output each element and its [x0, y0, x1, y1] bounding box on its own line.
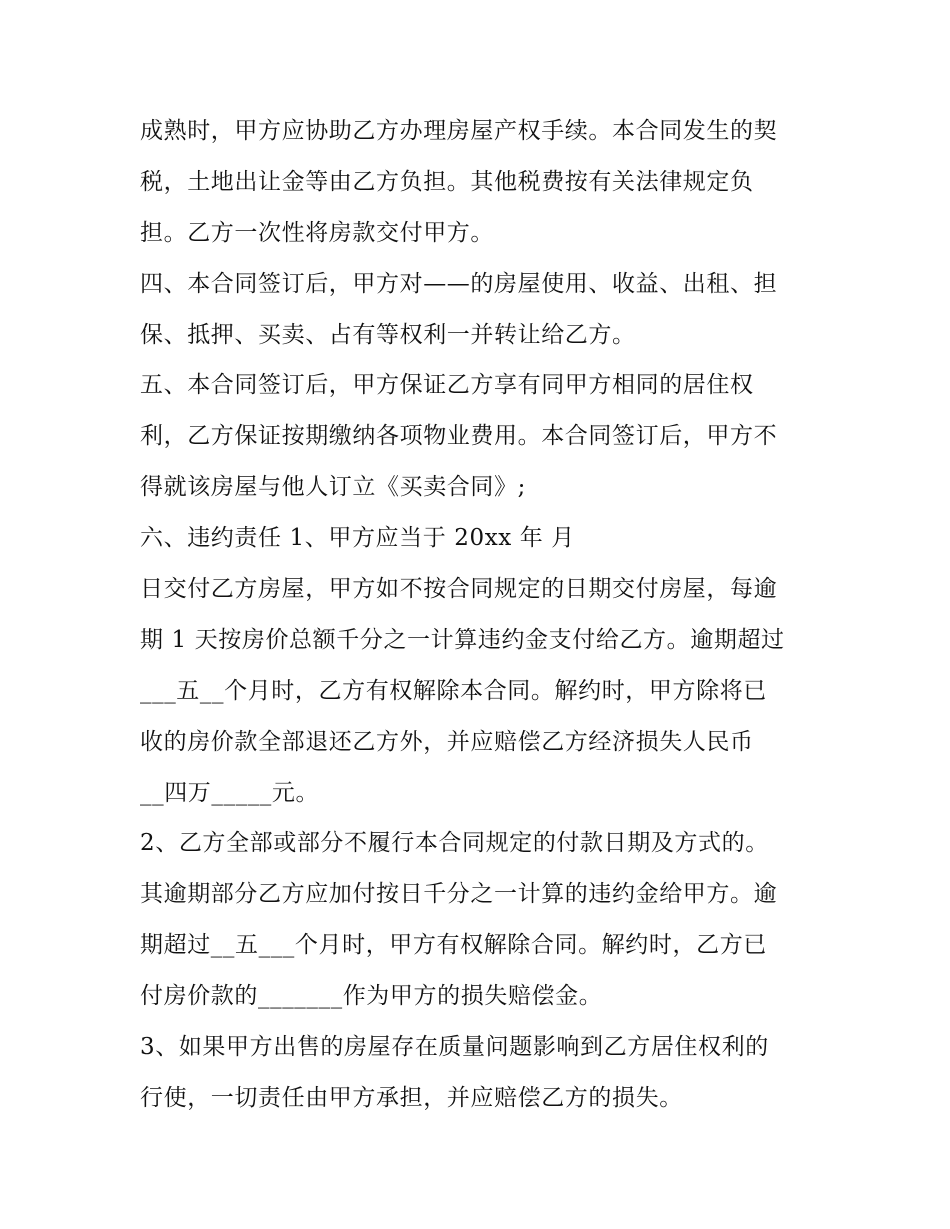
text-line-4: 四、本合同签订后，甲方对——的房屋使用、收益、出租、担 — [140, 270, 778, 297]
text-line-15: 2、乙方全部或部分不履行本合同规定的付款日期及方式的。 — [140, 830, 769, 857]
contract-text-body — [140, 106, 820, 1124]
text-line-20: 行使，一切责任由甲方承担，并应赔偿乙方的损失。 — [140, 1084, 683, 1111]
text-line-13: 收的房价款全部退还乙方外，并应赔偿乙方经济损失人民币 — [140, 728, 754, 755]
text-line-1: 成熟时，甲方应协助乙方办理房屋产权手续。本合同发生的契 — [140, 118, 778, 144]
text-line-7: 利，乙方保证按期缴纳各项物业费用。本合同签订后，甲方不 — [140, 423, 778, 450]
text-line-3: 担。乙方一次性将房款交付甲方。 — [140, 219, 494, 246]
text-line-19: 3、如果甲方出售的房屋存在质量问题影响到乙方居住权利的 — [140, 1034, 769, 1061]
text-line-8: 得就该房屋与他人订立《买卖合同》; — [140, 474, 526, 501]
text-line-12: ___五__个月时，乙方有权解除本合同。解约时，甲方除将已 — [140, 677, 767, 704]
text-line-2: 税，土地出让金等由乙方负担。其他税费按有关法律规定负 — [140, 168, 754, 195]
text-line-6: 五、本合同签订后，甲方保证乙方享有同甲方相同的居住权 — [140, 372, 754, 399]
text-line-14: __四万_____元。 — [140, 779, 320, 806]
text-line-17: 期超过__五___个月时，甲方有权解除合同。解约时，乙方已 — [140, 932, 767, 959]
text-line-11: 期 1 天按房价总额千分之一计算违约金支付给乙方。逾期超过 — [140, 626, 785, 653]
text-line-16: 其逾期部分乙方应加付按日千分之一计算的违约金给甲方。逾 — [140, 881, 778, 908]
text-line-10: 日交付乙方房屋，甲方如不按合同规定的日期交付房屋，每逾 — [140, 576, 778, 603]
text-line-9: 六、违约责任 1、甲方应当于 20xx 年 月 — [140, 525, 575, 552]
text-line-18: 付房价款的_______作为甲方的损失赔偿金。 — [140, 983, 603, 1010]
text-line-5: 保、抵押、买卖、占有等权利一并转让给乙方。 — [140, 321, 636, 348]
